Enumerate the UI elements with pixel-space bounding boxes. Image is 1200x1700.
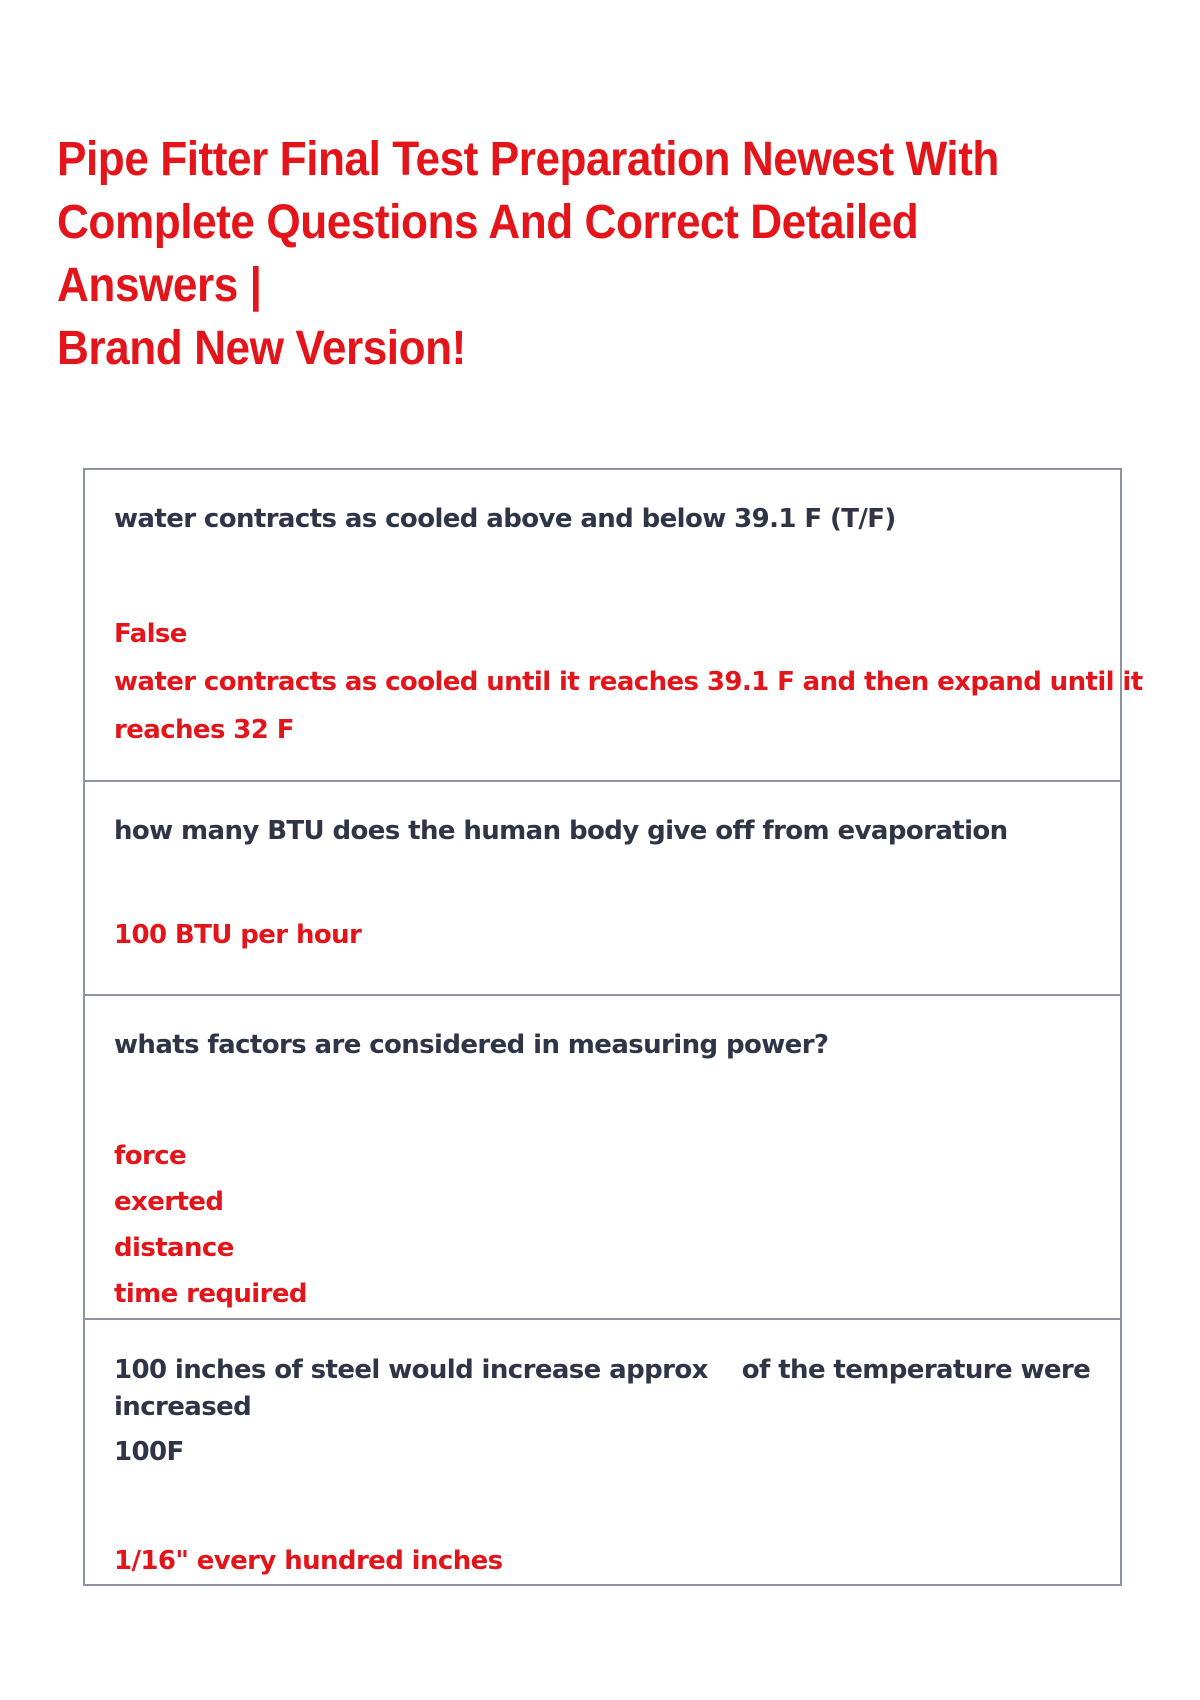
question-text: how many BTU does the human body give off from evaporation: [114, 816, 1008, 846]
answer-block: [114, 1133, 307, 1317]
question-text: water contracts as cooled above and below 39.1 F (T/F): [114, 504, 896, 534]
answer-line: time required: [114, 1279, 307, 1309]
answer-line: exerted: [114, 1187, 224, 1217]
answer-block: [114, 1546, 503, 1576]
title-line: Brand New Version!: [57, 322, 466, 375]
qa-row: [85, 782, 1120, 996]
answer-line: water contracts as cooled until it reaches 39.1 F and then expand until it: [114, 667, 1143, 697]
question-line: 100F: [114, 1437, 184, 1467]
answer-line: False: [114, 619, 187, 649]
qa-row: [85, 1320, 1120, 1584]
title-line: Complete Questions And Correct Detailed Answers |: [57, 196, 919, 312]
answer-line: reaches 32 F: [114, 715, 294, 745]
question-text: whats factors are considered in measuring power?: [114, 1030, 829, 1060]
qa-table: [83, 468, 1143, 1586]
question-text: [114, 1352, 1090, 1471]
question-line: increased: [114, 1392, 252, 1422]
question-part: of the temperature were: [741, 1355, 1091, 1385]
answer-block: [114, 920, 361, 950]
title-line: Pipe Fitter Final Test Preparation Newest With: [57, 133, 999, 186]
answer-line: distance: [114, 1233, 234, 1263]
answer-block: [114, 610, 1143, 754]
question-part: 100 inches of steel would increase approx: [114, 1355, 708, 1385]
question-line: [114, 1352, 1090, 1389]
document-title: [57, 128, 1069, 380]
answer-line: 100 BTU per hour: [114, 920, 362, 950]
qa-row: [85, 996, 1120, 1320]
qa-row: [85, 470, 1143, 782]
answer-line: 1/16" every hundred inches: [114, 1546, 503, 1576]
answer-line: force: [114, 1141, 187, 1171]
